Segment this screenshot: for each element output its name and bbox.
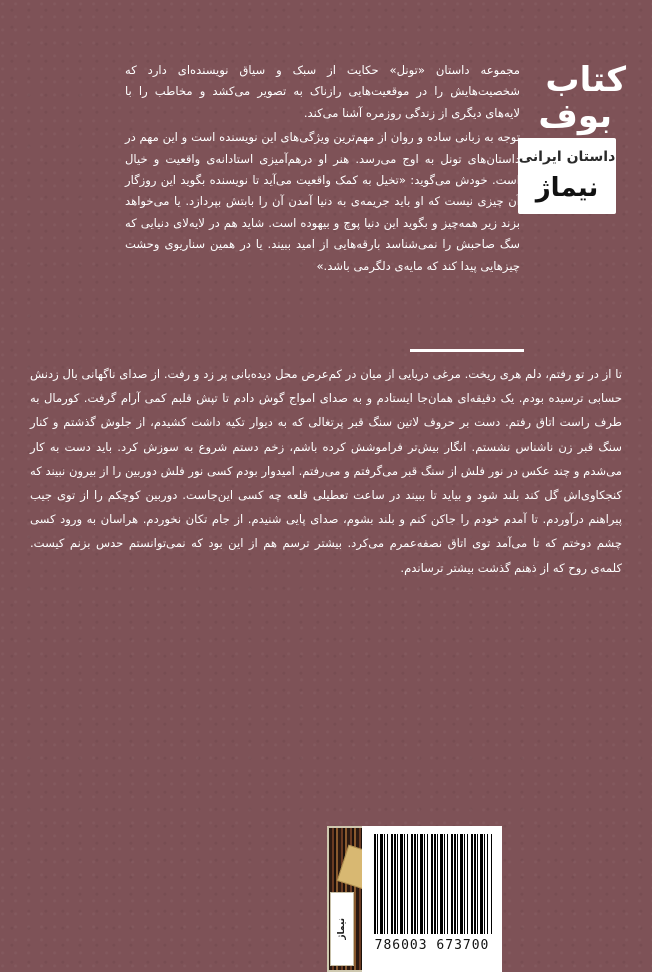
publisher-logo: نیماژ xyxy=(535,173,599,203)
barcode-number: 786003 673700 xyxy=(374,938,490,953)
blurb-paragraph: توجه به زبانی ساده و روان از مهم‌ترین ویژگی‌های این نویسنده است و این مهم در داستان‌های تونل به اوج می‌رسد. هنر او درهم‌آمیزی استادانه‌ی واقعیت و خیال است. خودش می‌گوید: «تخیل به کمک واقعیت می‌آید تا نویسنده بگوید این روزگار آن چیزی نیست که او باید جریمه‌ی به دنیا آمدن آن را بابتش بپردازد. یا می‌خواهد بزند زیر همه‌چیز و بگوید این دنیا پوچ و بیهوده است. شاید هم در لایه‌لای دنیایی که سگ صاحبش را نمی‌شناسد بارقه‌هایی از امید ببیند. یا در همین سناریوی وحشت چیزهایی پیدا کند که مایه‌ی دلگرمی باشد.» xyxy=(125,130,520,273)
publisher-stamp-text: نیماژ xyxy=(337,918,347,940)
barcode-bars xyxy=(374,834,492,934)
isbn-barcode xyxy=(362,826,502,972)
brand-block xyxy=(510,58,630,228)
excerpt-text: تا از در تو رفتم، دلم هری ریخت. مرغی دریایی از میان در کم‌عرض محل دیده‌بانی پر زد و رفت. از صدای ناگهانی بال زدنش حسابی ترسیده بودم. یک دقیقه‌ای همان‌جا ایستادم و به صدای امواج گوش دادم تا تپش قلبم کمی آرام گرفت. کورمال به طرف راست اتاق رفتم. دست بر حروف لاتین سنگ قبر پرتغالی که به دیوار تکیه داشت کشیدم، از جلوش گذشتم و کنار سنگ قبر زن ناشناس نشستم. انگار بیش‌تر فراموشش کرده باشم، زخم دستم شروع به سوزش کرد. باید دست به کار می‌شدم و چند عکس در نور فلش از سنگ قبر می‌گرفتم و می‌رفتم. امیدوار بودم کسی نور فلش دوربین را از بیرون نبیند که کنجکاوی‌اش گل کند بلند شود و بیاید تا ببیند در ساعت تعطیلی قلعه چه کسی این‌جاست. دوربین کوچکم را از توی جیب پیراهنم درآوردم. تا آمدم خودم را جاکن کنم و بلند بشوم، صدای پایی شنیدم. از جام تکان نخوردم. هراسان به ورود کسی چشم دوختم که تا می‌آمد توی اتاق نصفه‌عمرم می‌کرد. بیشتر ترسم هم از این بود که نمی‌توانستم حدس بزنم کیست. کلمه‌ی روح که از ذهنم گذشت بیشتر ترساندم. xyxy=(30,367,622,575)
publisher-wordmark-line1: کتاب xyxy=(545,60,626,100)
blurb-paragraph: مجموعه داستان «تونل» حکایت از سبک و سیاق نویسنده‌ای دارد که شخصیت‌هایش را در موقعیت‌هایی رازناک به تصویر می‌کشد و مخاطب را با لایه‌های دیگری از زندگی روزمره آشنا می‌کند. xyxy=(125,63,520,120)
series-label: داستان ایرانی xyxy=(518,149,616,165)
section-divider xyxy=(410,349,524,352)
publisher-wordmark-line2: بوف xyxy=(538,96,612,136)
series-badge xyxy=(518,138,616,214)
publisher-stamp xyxy=(330,892,354,966)
blurb-text xyxy=(125,60,520,277)
